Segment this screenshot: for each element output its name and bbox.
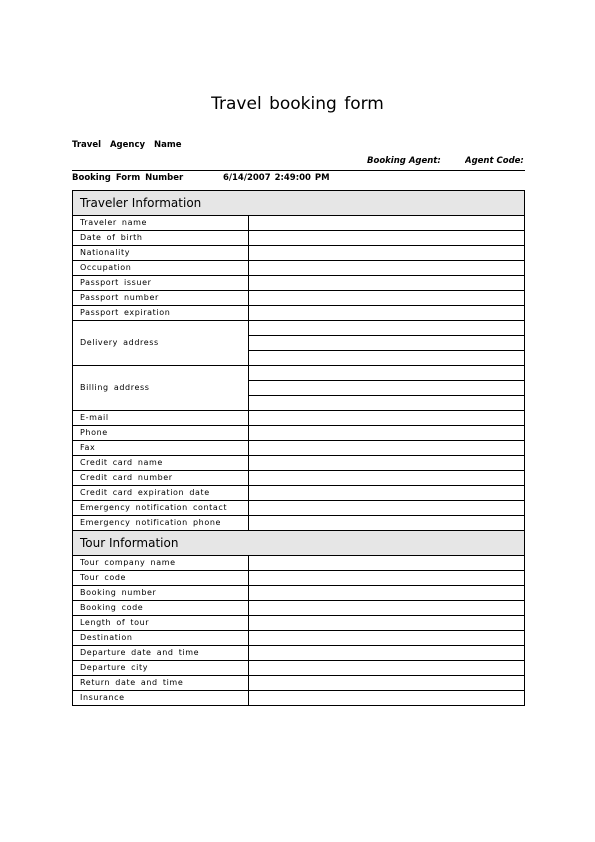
field-label: Departure city	[73, 661, 249, 676]
phone-field[interactable]	[249, 426, 525, 441]
form-row	[73, 231, 525, 246]
form-row	[73, 426, 525, 441]
booking-number-field[interactable]	[249, 586, 525, 601]
traveler-name-field[interactable]	[249, 216, 525, 231]
occupation-field[interactable]	[249, 261, 525, 276]
insurance-field[interactable]	[249, 691, 525, 706]
field-label: Occupation	[73, 261, 249, 276]
booking-code-field[interactable]	[249, 601, 525, 616]
field-label: Billing address	[73, 366, 249, 411]
section-heading: Tour Information	[73, 531, 525, 556]
field-label: Return date and time	[73, 676, 249, 691]
form-row	[73, 616, 525, 631]
field-label: Traveler name	[73, 216, 249, 231]
tour-section-header	[73, 531, 525, 556]
form-row	[73, 631, 525, 646]
form-row	[73, 556, 525, 571]
form-row	[73, 246, 525, 261]
delivery-address-line-2[interactable]	[249, 336, 525, 351]
form-row	[73, 646, 525, 661]
email-field[interactable]	[249, 411, 525, 426]
nationality-field[interactable]	[249, 246, 525, 261]
tour-code-field[interactable]	[249, 571, 525, 586]
form-row	[73, 411, 525, 426]
field-label: Booking code	[73, 601, 249, 616]
departure-city-field[interactable]	[249, 661, 525, 676]
form-row	[73, 471, 525, 486]
form-row	[73, 306, 525, 321]
form-row	[73, 516, 525, 531]
form-row	[73, 261, 525, 276]
tour-length-field[interactable]	[249, 616, 525, 631]
form-row	[73, 291, 525, 306]
date-of-birth-field[interactable]	[249, 231, 525, 246]
field-label: Passport expiration	[73, 306, 249, 321]
section-heading: Traveler Information	[73, 191, 525, 216]
form-row	[73, 321, 525, 336]
emergency-phone-field[interactable]	[249, 516, 525, 531]
form-row	[73, 691, 525, 706]
field-label: Tour company name	[73, 556, 249, 571]
passport-issuer-field[interactable]	[249, 276, 525, 291]
field-label: Date of birth	[73, 231, 249, 246]
form-row	[73, 456, 525, 471]
booking-agent-label: Booking Agent:	[367, 156, 441, 166]
form-row	[73, 571, 525, 586]
emergency-contact-field[interactable]	[249, 501, 525, 516]
field-label: Booking number	[73, 586, 249, 601]
field-label: Length of tour	[73, 616, 249, 631]
credit-card-name-field[interactable]	[249, 456, 525, 471]
field-label: Departure date and time	[73, 646, 249, 661]
form-row	[73, 276, 525, 291]
form-datetime: 6/14/2007 2:49:00 PM	[223, 173, 330, 183]
departure-datetime-field[interactable]	[249, 646, 525, 661]
form-row	[73, 216, 525, 231]
form-number-label: Booking Form Number	[72, 173, 184, 183]
field-label: Destination	[73, 631, 249, 646]
field-label: E-mail	[73, 411, 249, 426]
field-label: Nationality	[73, 246, 249, 261]
field-label: Tour code	[73, 571, 249, 586]
agency-name-label: Travel Agency Name	[72, 140, 182, 150]
field-label: Credit card name	[73, 456, 249, 471]
form-row	[73, 676, 525, 691]
form-row	[73, 501, 525, 516]
traveler-section-header	[73, 191, 525, 216]
tour-company-field[interactable]	[249, 556, 525, 571]
billing-address-line-1[interactable]	[249, 366, 525, 381]
passport-expiration-field[interactable]	[249, 306, 525, 321]
credit-card-expiration-field[interactable]	[249, 486, 525, 501]
field-label: Phone	[73, 426, 249, 441]
form-row	[73, 441, 525, 456]
field-label: Emergency notification contact	[73, 501, 249, 516]
credit-card-number-field[interactable]	[249, 471, 525, 486]
form-row	[73, 586, 525, 601]
passport-number-field[interactable]	[249, 291, 525, 306]
return-datetime-field[interactable]	[249, 676, 525, 691]
fax-field[interactable]	[249, 441, 525, 456]
form-row	[73, 601, 525, 616]
billing-address-line-2[interactable]	[249, 381, 525, 396]
billing-address-line-3[interactable]	[249, 396, 525, 411]
delivery-address-line-1[interactable]	[249, 321, 525, 336]
field-label: Delivery address	[73, 321, 249, 366]
booking-form-table	[72, 190, 525, 706]
field-label: Fax	[73, 441, 249, 456]
header-divider	[72, 170, 525, 171]
field-label: Insurance	[73, 691, 249, 706]
destination-field[interactable]	[249, 631, 525, 646]
agent-code-label: Agent Code:	[465, 156, 524, 166]
delivery-address-line-3[interactable]	[249, 351, 525, 366]
form-row	[73, 486, 525, 501]
page-title: Travel booking form	[211, 94, 384, 114]
field-label: Credit card expiration date	[73, 486, 249, 501]
field-label: Passport issuer	[73, 276, 249, 291]
form-row	[73, 661, 525, 676]
field-label: Emergency notification phone	[73, 516, 249, 531]
field-label: Credit card number	[73, 471, 249, 486]
field-label: Passport number	[73, 291, 249, 306]
form-row	[73, 366, 525, 381]
